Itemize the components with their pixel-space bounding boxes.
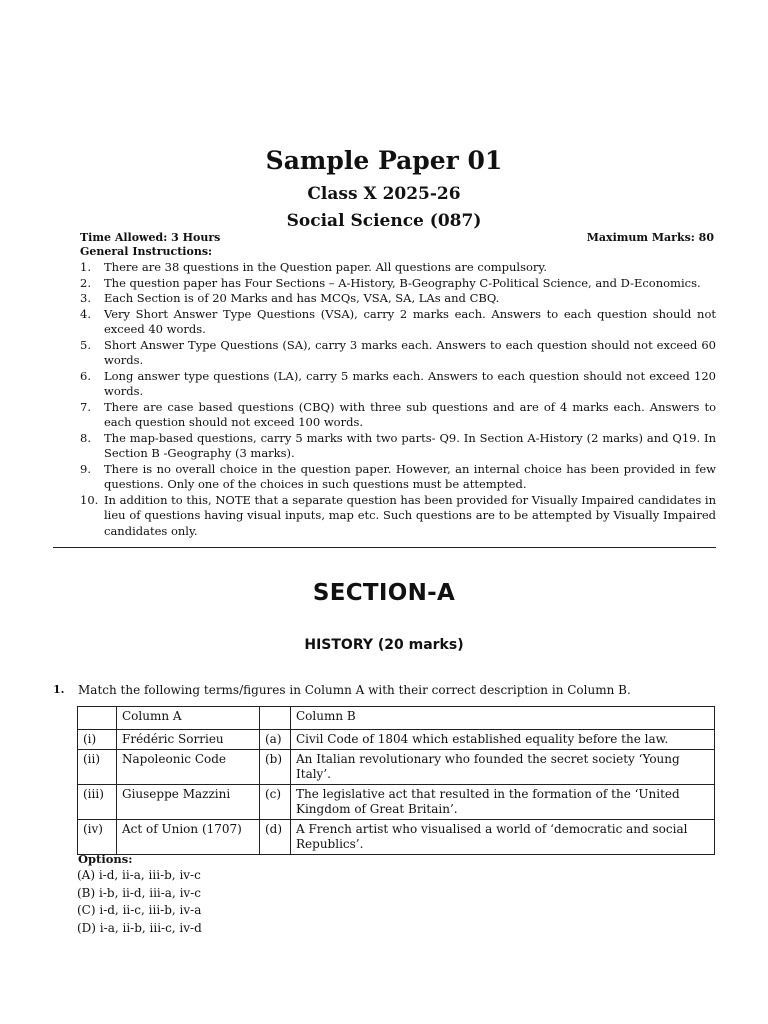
instruction-item — [80, 338, 716, 369]
options-label: Options: — [78, 852, 133, 866]
column-b-header: Column B — [291, 707, 715, 730]
instruction-number: 1. — [80, 260, 91, 274]
table-row — [78, 820, 715, 855]
instruction-text: There is no overall choice in the question paper. However, an internal choice has been provided in few questions. Only one of the choices in such questions must be attempted. — [104, 461, 716, 491]
instruction-number: 10. — [80, 492, 99, 507]
instruction-number: 9. — [80, 461, 91, 476]
row-number-a: (iii) — [78, 785, 117, 820]
instruction-text: Short Answer Type Questions (SA), carry 3 marks each. Answers to each question should not exceed 60 words. — [104, 337, 716, 367]
instruction-text: In addition to this, NOTE that a separate question has been provided for Visually Impaired candidates in lieu of questions having visual inputs, map etc. Such questions are to be attempted by Visually Impaired candidates only. — [104, 492, 716, 538]
instruction-item — [80, 400, 716, 431]
section-subtitle: HISTORY (20 marks) — [304, 637, 464, 653]
subject-line: Social Science (087) — [286, 211, 482, 231]
instruction-text: Each Section is of 20 Marks and has MCQs, VSA, SA, LAs and CBQ. — [104, 291, 500, 305]
table-row — [78, 750, 715, 785]
instruction-number: 8. — [80, 430, 91, 445]
column-b-cell: A French artist who visualised a world of ‘democratic and social Republics’. — [291, 820, 715, 855]
option-d: (D) i-a, ii-b, iii-c, iv-d — [77, 920, 202, 935]
section-divider — [53, 547, 716, 548]
match-table — [77, 706, 715, 855]
instruction-text: There are 38 questions in the Question paper. All questions are compulsory. — [104, 260, 548, 274]
class-line: Class X 2025-26 — [307, 184, 461, 204]
row-number-a: (ii) — [78, 750, 117, 785]
instruction-item — [80, 431, 716, 462]
general-instructions-label: General Instructions: — [80, 245, 213, 258]
question-text: Match the following terms/figures in Column A with their correct description in Column B. — [78, 683, 631, 697]
table-row — [78, 785, 715, 820]
instruction-text: Long answer type questions (LA), carry 5 marks each. Answers to each question should not exceed 120 words. — [104, 368, 716, 398]
instruction-number: 4. — [80, 306, 91, 321]
row-number-a: (i) — [78, 730, 117, 750]
section-title: SECTION-A — [312, 580, 456, 606]
instruction-item — [80, 291, 716, 307]
header-blank-cell — [260, 707, 291, 730]
instruction-number: 7. — [80, 399, 91, 414]
option-c: (C) i-d, ii-c, iii-b, iv-a — [77, 903, 202, 917]
instruction-item — [80, 493, 716, 540]
instruction-text: Very Short Answer Type Questions (VSA), carry 2 marks each. Answers to each question should not exceed 40 words. — [104, 306, 716, 336]
instruction-item — [80, 462, 716, 493]
header-blank-cell — [78, 707, 117, 730]
instruction-number: 5. — [80, 337, 91, 352]
row-number-b: (a) — [260, 730, 291, 750]
column-b-cell: Civil Code of 1804 which established equality before the law. — [291, 730, 715, 750]
instruction-text: There are case based questions (CBQ) with three sub questions and are of 4 marks each. Answers to each question should not exceed 100 words. — [104, 399, 716, 429]
paper-title: Sample Paper 01 — [265, 146, 503, 175]
column-a-cell: Act of Union (1707) — [117, 820, 260, 855]
instruction-item — [80, 307, 716, 338]
instruction-item — [80, 276, 716, 292]
row-number-b: (c) — [260, 785, 291, 820]
instruction-number: 3. — [80, 291, 91, 305]
question-number: 1. — [53, 683, 65, 696]
row-number-b: (d) — [260, 820, 291, 855]
table-header-row — [78, 707, 715, 730]
option-b: (B) i-b, ii-d, iii-a, iv-c — [77, 885, 201, 900]
instruction-item — [80, 260, 716, 276]
column-b-cell: An Italian revolutionary who founded the secret society ‘Young Italy’. — [291, 750, 715, 785]
instruction-number: 2. — [80, 275, 91, 290]
column-a-cell: Napoleonic Code — [117, 750, 260, 785]
instructions-list — [80, 260, 716, 539]
time-allowed: Time Allowed: 3 Hours — [80, 231, 221, 244]
table-row — [78, 730, 715, 750]
row-number-b: (b) — [260, 750, 291, 785]
column-a-header: Column A — [117, 707, 260, 730]
column-a-cell: Giuseppe Mazzini — [117, 785, 260, 820]
column-b-cell: The legislative act that resulted in the formation of the ‘United Kingdom of Great Britain’. — [291, 785, 715, 820]
option-a: (A) i-d, ii-a, iii-b, iv-c — [77, 868, 201, 882]
instruction-number: 6. — [80, 368, 91, 383]
instruction-item — [80, 369, 716, 400]
options-list — [77, 867, 202, 937]
row-number-a: (iv) — [78, 820, 117, 855]
instruction-text: The question paper has Four Sections – A-History, B-Geography C-Political Science, and D-Economics. — [104, 275, 701, 290]
instruction-text: The map-based questions, carry 5 marks with two parts- Q9. In Section A-History (2 marks) and Q19. In Section B -Geography (3 marks). — [104, 430, 716, 460]
column-a-cell: Frédéric Sorrieu — [117, 730, 260, 750]
maximum-marks: Maximum Marks: 80 — [586, 231, 714, 244]
